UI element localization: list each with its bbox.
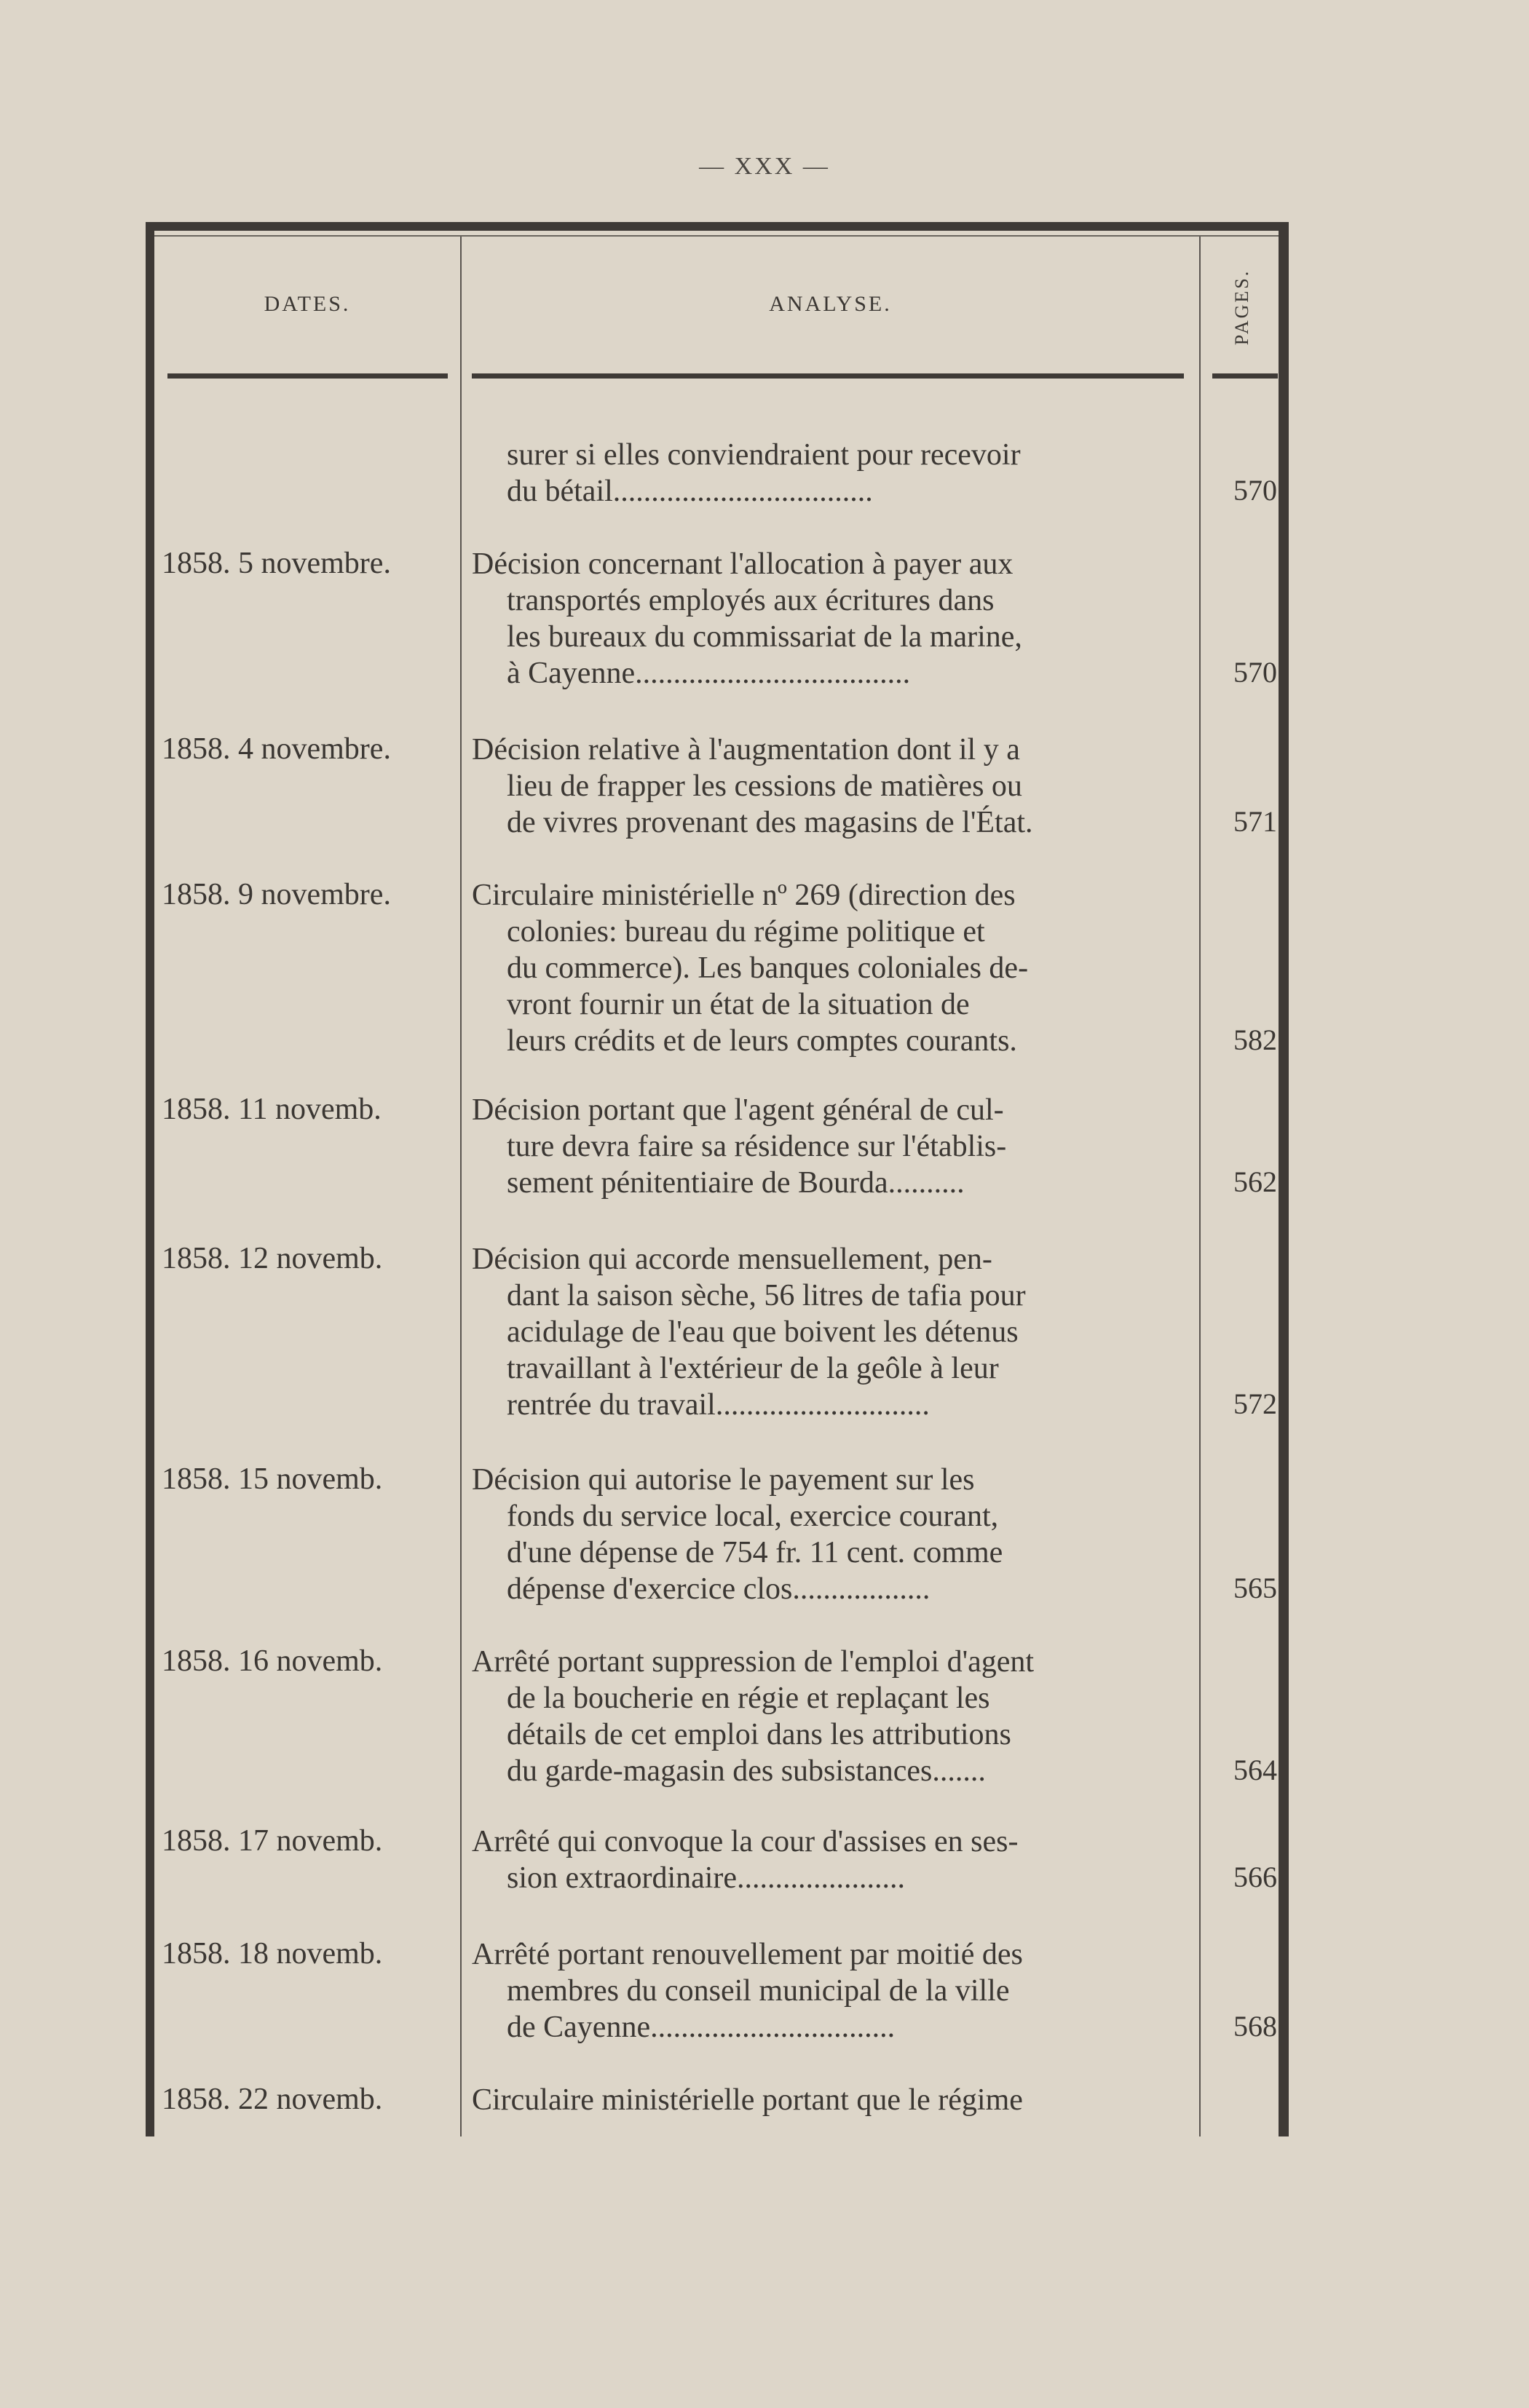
top-rule <box>146 222 1289 231</box>
analysis-text <box>472 1644 1200 1789</box>
entry-date: 1858. 5 novembre. <box>162 547 391 580</box>
page-number: 564 <box>1233 1754 1277 1786</box>
analysis-line: Décision qui autorise le payement sur les <box>472 1463 975 1497</box>
analysis-line: du bétail.................................. <box>507 475 873 508</box>
analysis-line: d'une dépense de 754 fr. 11 cent. comme <box>507 1536 1003 1569</box>
analysis-line: fonds du service local, exercice courant, <box>507 1500 999 1533</box>
analysis-text <box>472 1092 1200 1201</box>
analysis-line: Circulaire ministérielle portant que le régime <box>472 2083 1023 2117</box>
entry-date: 1858. 15 novemb. <box>162 1462 383 1496</box>
analysis-text <box>472 877 1200 1059</box>
analysis-line: dépense d'exercice clos.................. <box>507 1572 931 1606</box>
page-number: 570 <box>1233 656 1277 689</box>
analysis-line: de la boucherie en régie et replaçant les <box>507 1682 990 1715</box>
analysis-line: Décision qui accorde mensuellement, pen- <box>472 1243 992 1276</box>
analysis-line: Arrêté qui convoque la cour d'assises en ses- <box>472 1825 1019 1858</box>
analysis-line: leurs crédits et de leurs comptes courants. <box>507 1024 1017 1058</box>
top-rule-thin <box>154 235 1279 237</box>
analysis-line: de Cayenne................................ <box>507 2011 896 2044</box>
header-rule-analyse <box>472 373 1184 379</box>
analysis-text <box>472 1462 1200 1607</box>
dates-column-separator <box>460 237 462 2136</box>
page-number: 565 <box>1233 1572 1277 1604</box>
analysis-line: à Cayenne.................................... <box>507 657 911 690</box>
analysis-line: Décision portant que l'agent général de cul- <box>472 1093 1004 1127</box>
analysis-line: du garde-magasin des subsistances....... <box>507 1754 986 1788</box>
analysis-line: dant la saison sèche, 56 litres de tafia pour <box>507 1279 1026 1312</box>
analysis-line: membres du conseil municipal de la ville <box>507 1974 1010 2008</box>
page-number: 571 <box>1233 805 1277 838</box>
page-number: 570 <box>1233 474 1277 507</box>
header-analyse: ANALYSE. <box>769 292 892 316</box>
analysis-line: acidulage de l'eau que boivent les détenus <box>507 1315 1019 1349</box>
running-head: — XXX — <box>699 153 830 180</box>
analysis-line: rentrée du travail............................ <box>507 1388 930 1422</box>
left-rule <box>146 222 154 2136</box>
page-number: 568 <box>1233 2010 1277 2043</box>
entry-date: 1858. 18 novemb. <box>162 1937 383 1971</box>
analysis-line: vront fournir un état de la situation de <box>507 988 970 1021</box>
analysis-line: sement pénitentiaire de Bourda.......... <box>507 1166 965 1200</box>
analysis-text <box>472 732 1200 841</box>
entry-date: 1858. 9 novembre. <box>162 878 391 911</box>
analysis-line: sion extraordinaire...................... <box>507 1861 906 1895</box>
page-number: 572 <box>1233 1387 1277 1420</box>
header-pages: PAGES. <box>1231 269 1252 346</box>
analysis-line: du commerce). Les banques coloniales de- <box>507 951 1029 985</box>
header-pages-cell <box>1207 245 1277 369</box>
entry-date: 1858. 4 novembre. <box>162 732 391 766</box>
page-number: 562 <box>1233 1165 1277 1198</box>
entry-date: 1858. 17 novemb. <box>162 1824 383 1858</box>
right-rule <box>1279 222 1289 2136</box>
entry-date: 1858. 16 novemb. <box>162 1644 383 1678</box>
analysis-line: de vivres provenant des magasins de l'État. <box>507 806 1033 839</box>
analysis-line: Décision concernant l'allocation à payer aux <box>472 547 1014 581</box>
entry-date: 1858. 22 novemb. <box>162 2083 383 2116</box>
analysis-line: surer si elles conviendraient pour recevoir <box>507 438 1021 472</box>
analysis-text <box>472 1823 1200 1896</box>
entry-date: 1858. 11 novemb. <box>162 1093 382 1126</box>
analysis-line: les bureaux du commissariat de la marine, <box>507 620 1022 654</box>
header-dates: DATES. <box>264 292 351 316</box>
analysis-line: Arrêté portant renouvellement par moitié des <box>472 1938 1023 1971</box>
header-rule-pages <box>1212 373 1278 379</box>
analysis-line: détails de cet emploi dans les attributions <box>507 1718 1011 1751</box>
analysis-line: ture devra faire sa résidence sur l'établis- <box>507 1130 1007 1163</box>
entry-date: 1858. 12 novemb. <box>162 1242 383 1275</box>
analysis-line: lieu de frapper les cessions de matières ou <box>507 769 1022 803</box>
analysis-line: transportés employés aux écritures dans <box>507 584 995 617</box>
analysis-text <box>472 437 1200 510</box>
analysis-line: colonies: bureau du régime politique et <box>507 915 985 948</box>
analysis-line: travaillant à l'extérieur de la geôle à leur <box>507 1352 999 1385</box>
analysis-text <box>472 1936 1200 2045</box>
analysis-line: Décision relative à l'augmentation dont il y a <box>472 733 1020 767</box>
analysis-text <box>472 2082 1200 2118</box>
analysis-line: Arrêté portant suppression de l'emploi d'agent <box>472 1645 1035 1679</box>
page-number: 582 <box>1233 1023 1277 1056</box>
analysis-line: Circulaire ministérielle nº 269 (direction des <box>472 879 1016 912</box>
page-number: 566 <box>1233 1861 1277 1893</box>
analysis-text <box>472 546 1200 692</box>
analysis-text <box>472 1241 1200 1423</box>
header-rule-dates <box>167 373 448 379</box>
